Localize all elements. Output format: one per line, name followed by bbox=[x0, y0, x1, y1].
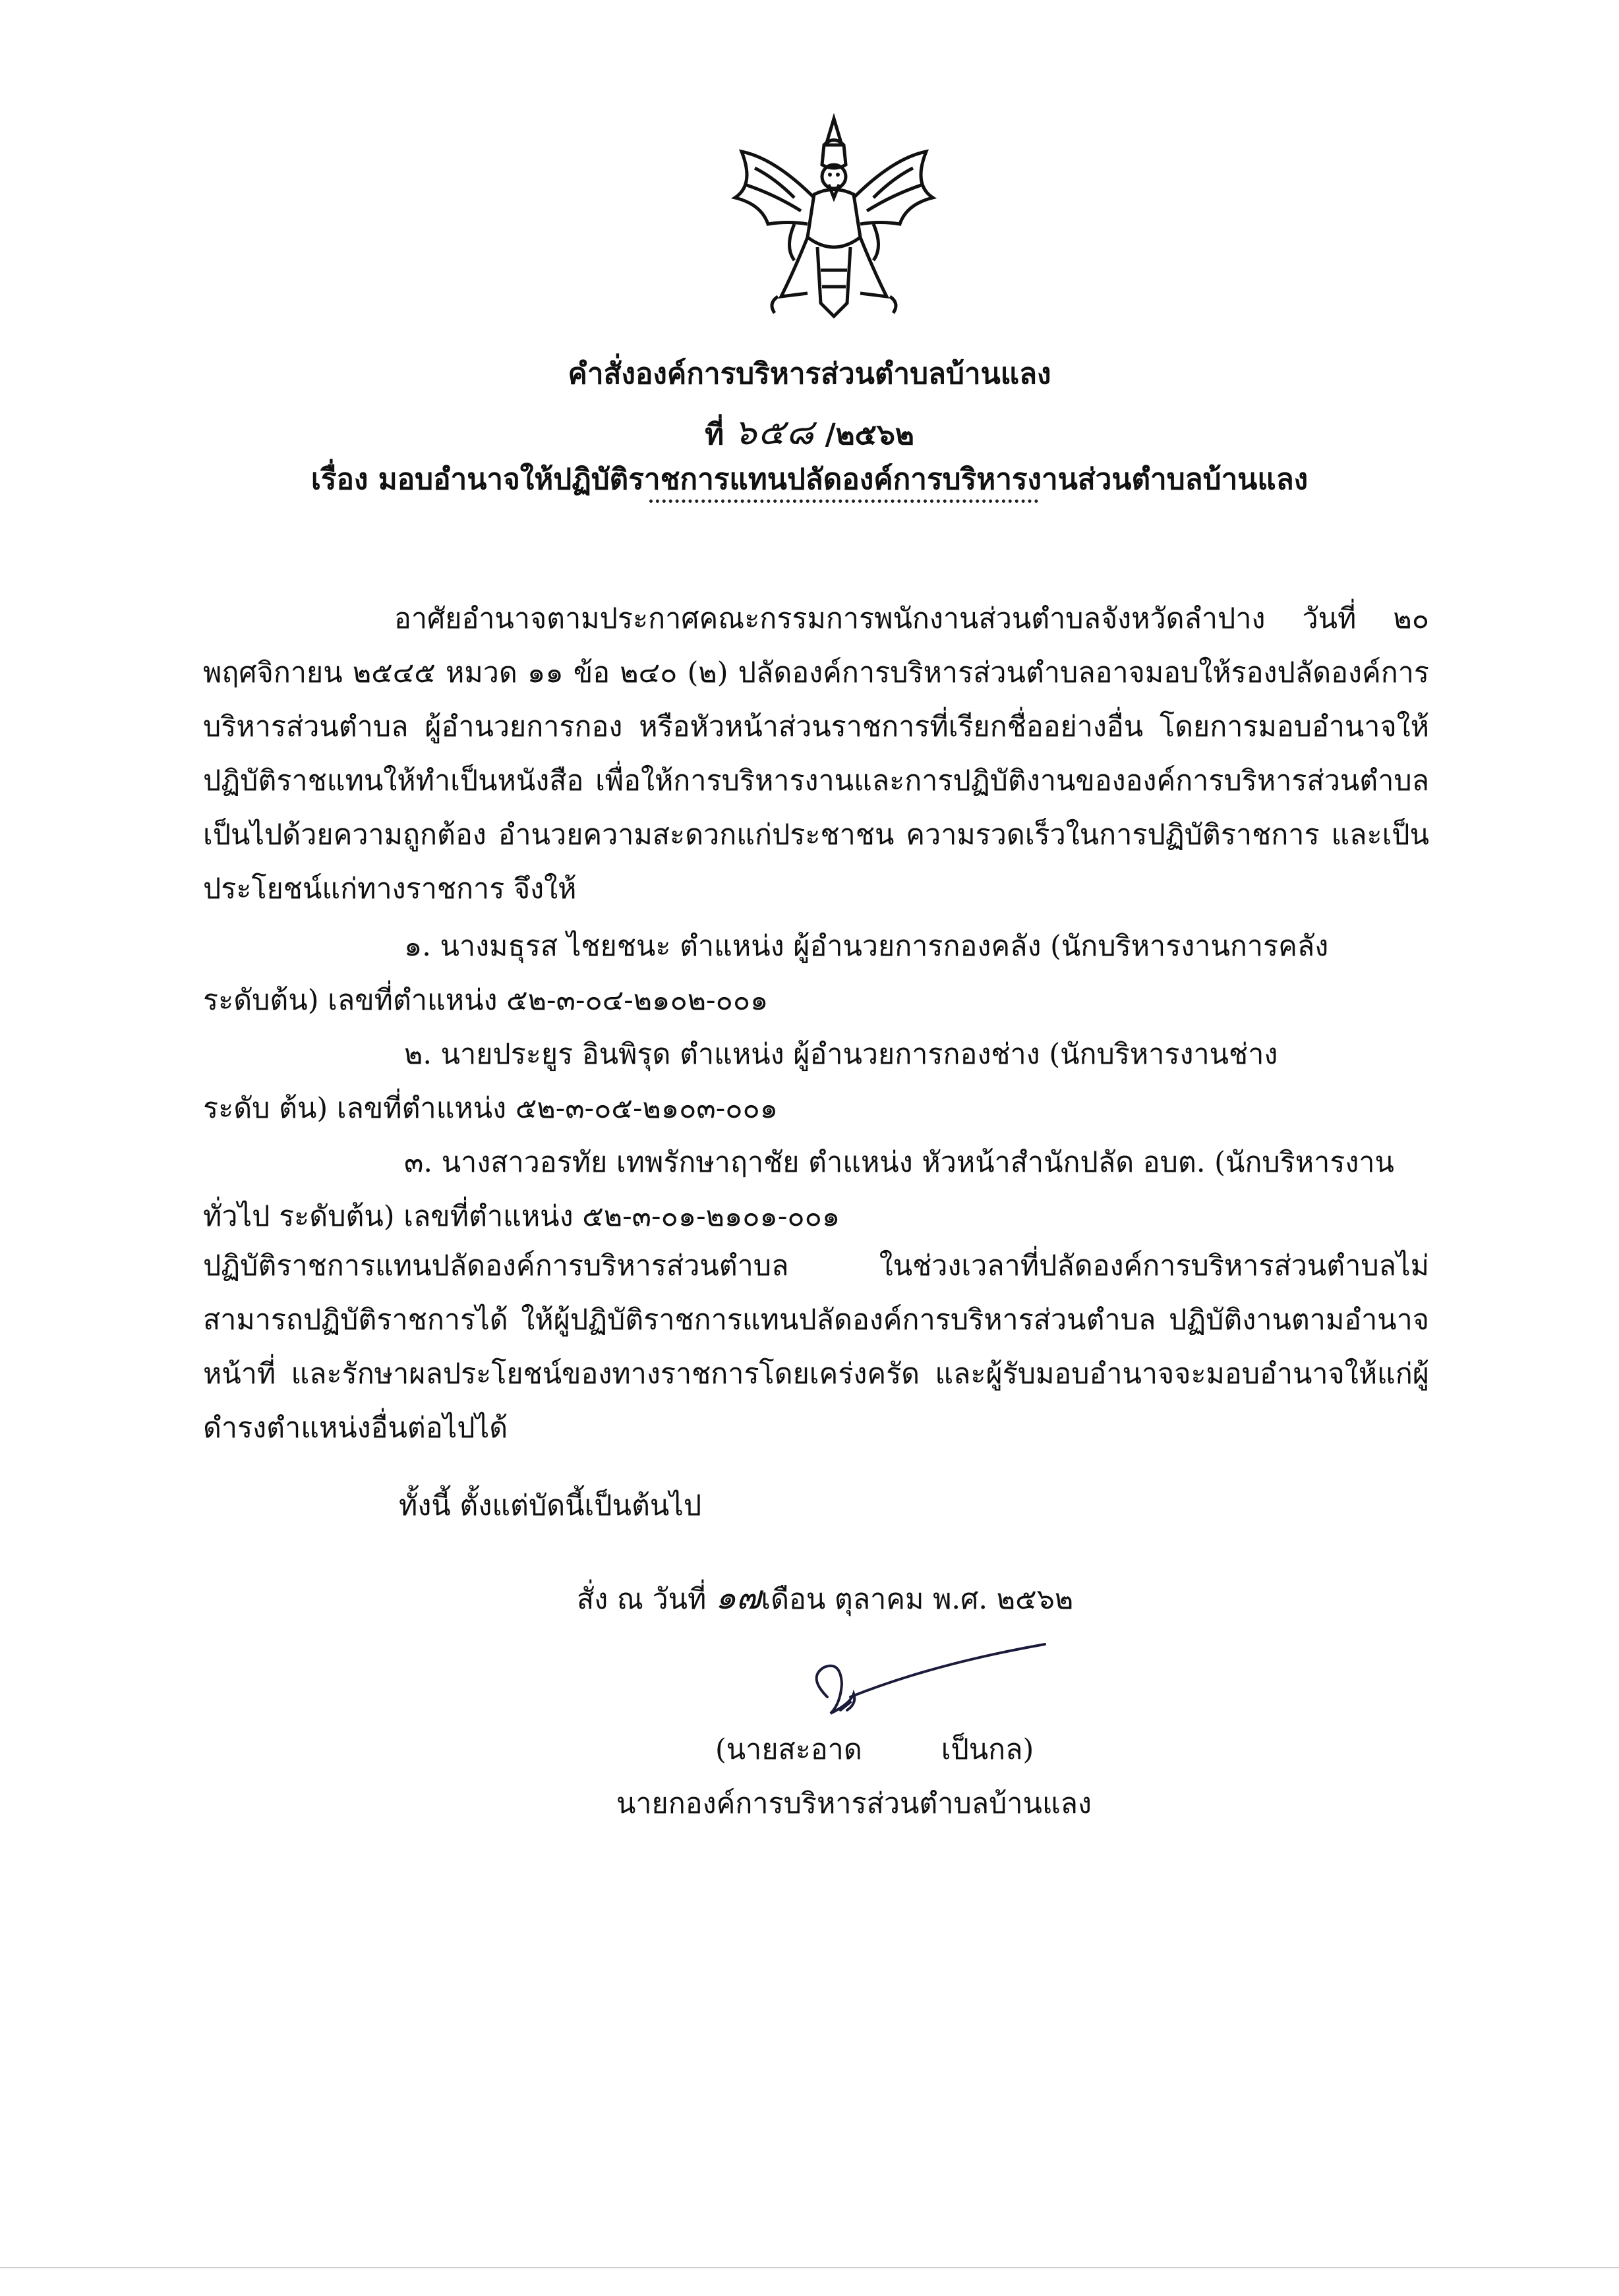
list-item bbox=[203, 1027, 1429, 1135]
order-number bbox=[0, 403, 1619, 460]
order-number-prefix: ที่ bbox=[705, 418, 724, 451]
list-item-line-1: ๒. นายประยูร อินพิรุด ตำแหน่ง ผู้อำนวยการกองช่าง (นักบริหารงานช่าง bbox=[404, 1038, 1278, 1071]
dotted-divider bbox=[649, 500, 1038, 503]
order-date bbox=[577, 1572, 1073, 1624]
list-item bbox=[203, 1135, 1429, 1244]
list-item-line-2: ระดับต้น) เลขที่ตำแหน่ง ๕๒-๓-๐๔-๒๑๐๒-๐๐๑ bbox=[203, 984, 769, 1017]
date-prefix: สั่ง ณ วันที่ bbox=[577, 1583, 707, 1616]
appointee-list bbox=[203, 919, 1429, 1244]
order-number-year: /๒๕๖๒ bbox=[825, 418, 914, 451]
list-item-line-1: ๑. นางมธุรส ไชยชนะ ตำแหน่ง ผู้อำนวยการกองคลัง (นักบริหารงานการคลัง bbox=[404, 930, 1329, 963]
list-item-line-2: ทั่วไป ระดับต้น) เลขที่ตำแหน่ง ๕๒-๓-๐๑-๒๑๐๑-๐๐๑ bbox=[203, 1200, 840, 1233]
garuda-emblem-icon bbox=[715, 105, 953, 330]
date-day-handwritten: ๑๗ bbox=[715, 1578, 761, 1617]
signer-title: นายกองค์การบริหารส่วนตำบลบ้านแลง bbox=[616, 1787, 1092, 1820]
list-item-line-1: ๓. นางสาวอรทัย เทพรักษาฤาชัย ตำแหน่ง หัวหน้าสำนักปลัด อบต. (นักบริหารงาน bbox=[404, 1146, 1394, 1179]
signer-last-name: เป็นกล) bbox=[941, 1733, 1034, 1766]
list-item bbox=[203, 919, 1429, 1027]
signer-first-name: (นายสะอาด bbox=[715, 1733, 862, 1766]
document-title: คำสั่งองค์การบริหารส่วนตำบลบ้านแลง bbox=[568, 357, 1051, 391]
signer-name bbox=[715, 1727, 1034, 1771]
list-item-line-2: ระดับ ต้น) เลขที่ตำแหน่ง ๕๒-๓-๐๕-๒๑๐๓-๐๐๑ bbox=[203, 1092, 779, 1125]
order-number-handwritten: ๖๕๘ bbox=[734, 411, 815, 453]
scan-edge-line bbox=[0, 2267, 1619, 2268]
signature-icon bbox=[801, 1638, 1051, 1730]
body-paragraph-2: ปฏิบัติราชการแทนปลัดองค์การบริหารส่วนตำบล ในช่วงเวลาที่ปลัดองค์การบริหารส่วนตำบลไม่สามารถปฏิบัติราชการได้ ให้ผู้ปฏิบัติราชการแทนปลัดองค์การบริหารส่วนตำบล ปฏิบัติงานตามอำนาจ หน้าที่ และรักษาผลประโยชน์ของทางราชการโดยเคร่งครัด และผู้รับมอบอำนาจจะมอบอำนาจให้แก่ผู้ดำรงตำแหน่งอื่นต่อไปได้ bbox=[203, 1249, 1429, 1445]
body-paragraph-1: อาศัยอำนาจตามประกาศคณะกรรมการพนักงานส่วนตำบลจังหวัดลำปาง วันที่ ๒๐ พฤศจิกายน ๒๕๔๕ หมวด ๑๑ ข้อ ๒๔๐ (๒) ปลัดองค์การบริหารส่วนตำบลอาจมอบให้รองปลัดองค์การบริหารส่วนตำบล ผู้อำนวยการกอง หรือหัวหน้าส่วนราชการที่เรียกชื่ออย่างอื่น โดยการมอบอำนาจให้ปฏิบัติราชแทนให้ทำเป็นหนังสือ เพื่อให้การบริหารงานและการปฏิบัติงานขององค์การบริหารส่วนตำบลเป็นไปด้วยความถูกต้อง อำนวยความสะดวกแก่ประชาชน ความรวดเร็วในการปฏิบัติราชการ และเป็นประโยชน์แก่ทางราชการ จึงให้ bbox=[203, 602, 1429, 905]
document-subject: เรื่อง มอบอำนาจให้ปฏิบัติราชการแทนปลัดองค์การบริหารงานส่วนตำบลบ้านแลง bbox=[310, 463, 1309, 496]
date-rest: เดือน ตุลาคม พ.ศ. ๒๕๖๒ bbox=[761, 1583, 1074, 1616]
closing-statement: ทั้งนี้ ตั้งแต่บัดนี้เป็นต้นไป bbox=[399, 1489, 702, 1522]
